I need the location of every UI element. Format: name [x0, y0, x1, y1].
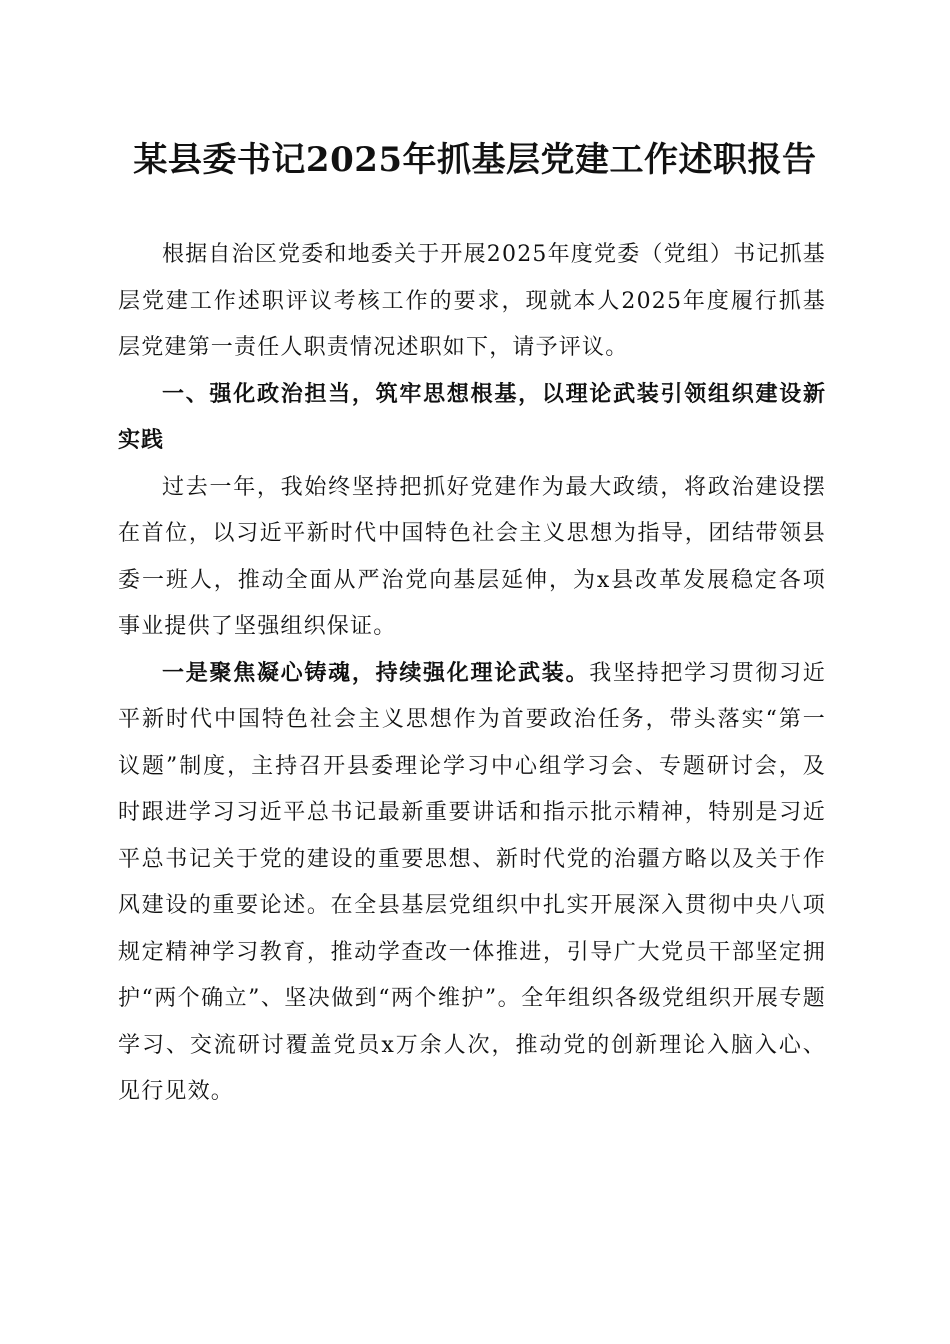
document-title: 某县委书记2025年抓基层党建工作述职报告: [133, 140, 817, 180]
point-1-lead: 一是聚焦凝心铸魂，持续强化理论武装。: [162, 660, 590, 686]
intro-paragraph: 根据自治区党委和地委关于开展2025年度党委（党组）书记抓基层党建工作述职评议考核工作的要求，现就本人2025年度履行抓基层党建第一责任人职责情况述职如下，请予评议。: [118, 242, 826, 360]
point-1-body: 我坚持把学习贯彻习近平新时代中国特色社会主义思想作为首要政治任务，带头落实“第一议题”制度，主持召开县委理论学习中心组学习会、专题研讨会，及时跟进学习习近平总书记最新重要讲话和指示批示精神，特别是习近平总书记关于党的建设的重要思想、新时代党的治疆方略以及关于作风建设的重要论述。在全县基层党组织中扎实开展深入贯彻中央八项规定精神学习教育，推动学查改一体推进，引导广大党员干部坚定拥护“两个确立”、坚决做到“两个维护”。全年组织各级党组织开展专题学习、交流研讨覆盖党员x万余人次，推动党的创新理论入脑入心、见行见效。: [118, 660, 826, 1104]
point-1-paragraph: [118, 651, 826, 1116]
section-1-paragraph: 过去一年，我始终坚持把抓好党建作为最大政绩，将政治建设摆在首位，以习近平新时代中国特色社会主义思想为指导，团结带领县委一班人，推动全面从严治党向基层延伸，为x县改革发展稳定各项事业提供了坚强组织保证。: [118, 474, 826, 639]
section-1-heading: 一、强化政治担当，筑牢思想根基，以理论武装引领组织建设新实践: [118, 381, 826, 453]
document-body: [118, 232, 826, 1116]
